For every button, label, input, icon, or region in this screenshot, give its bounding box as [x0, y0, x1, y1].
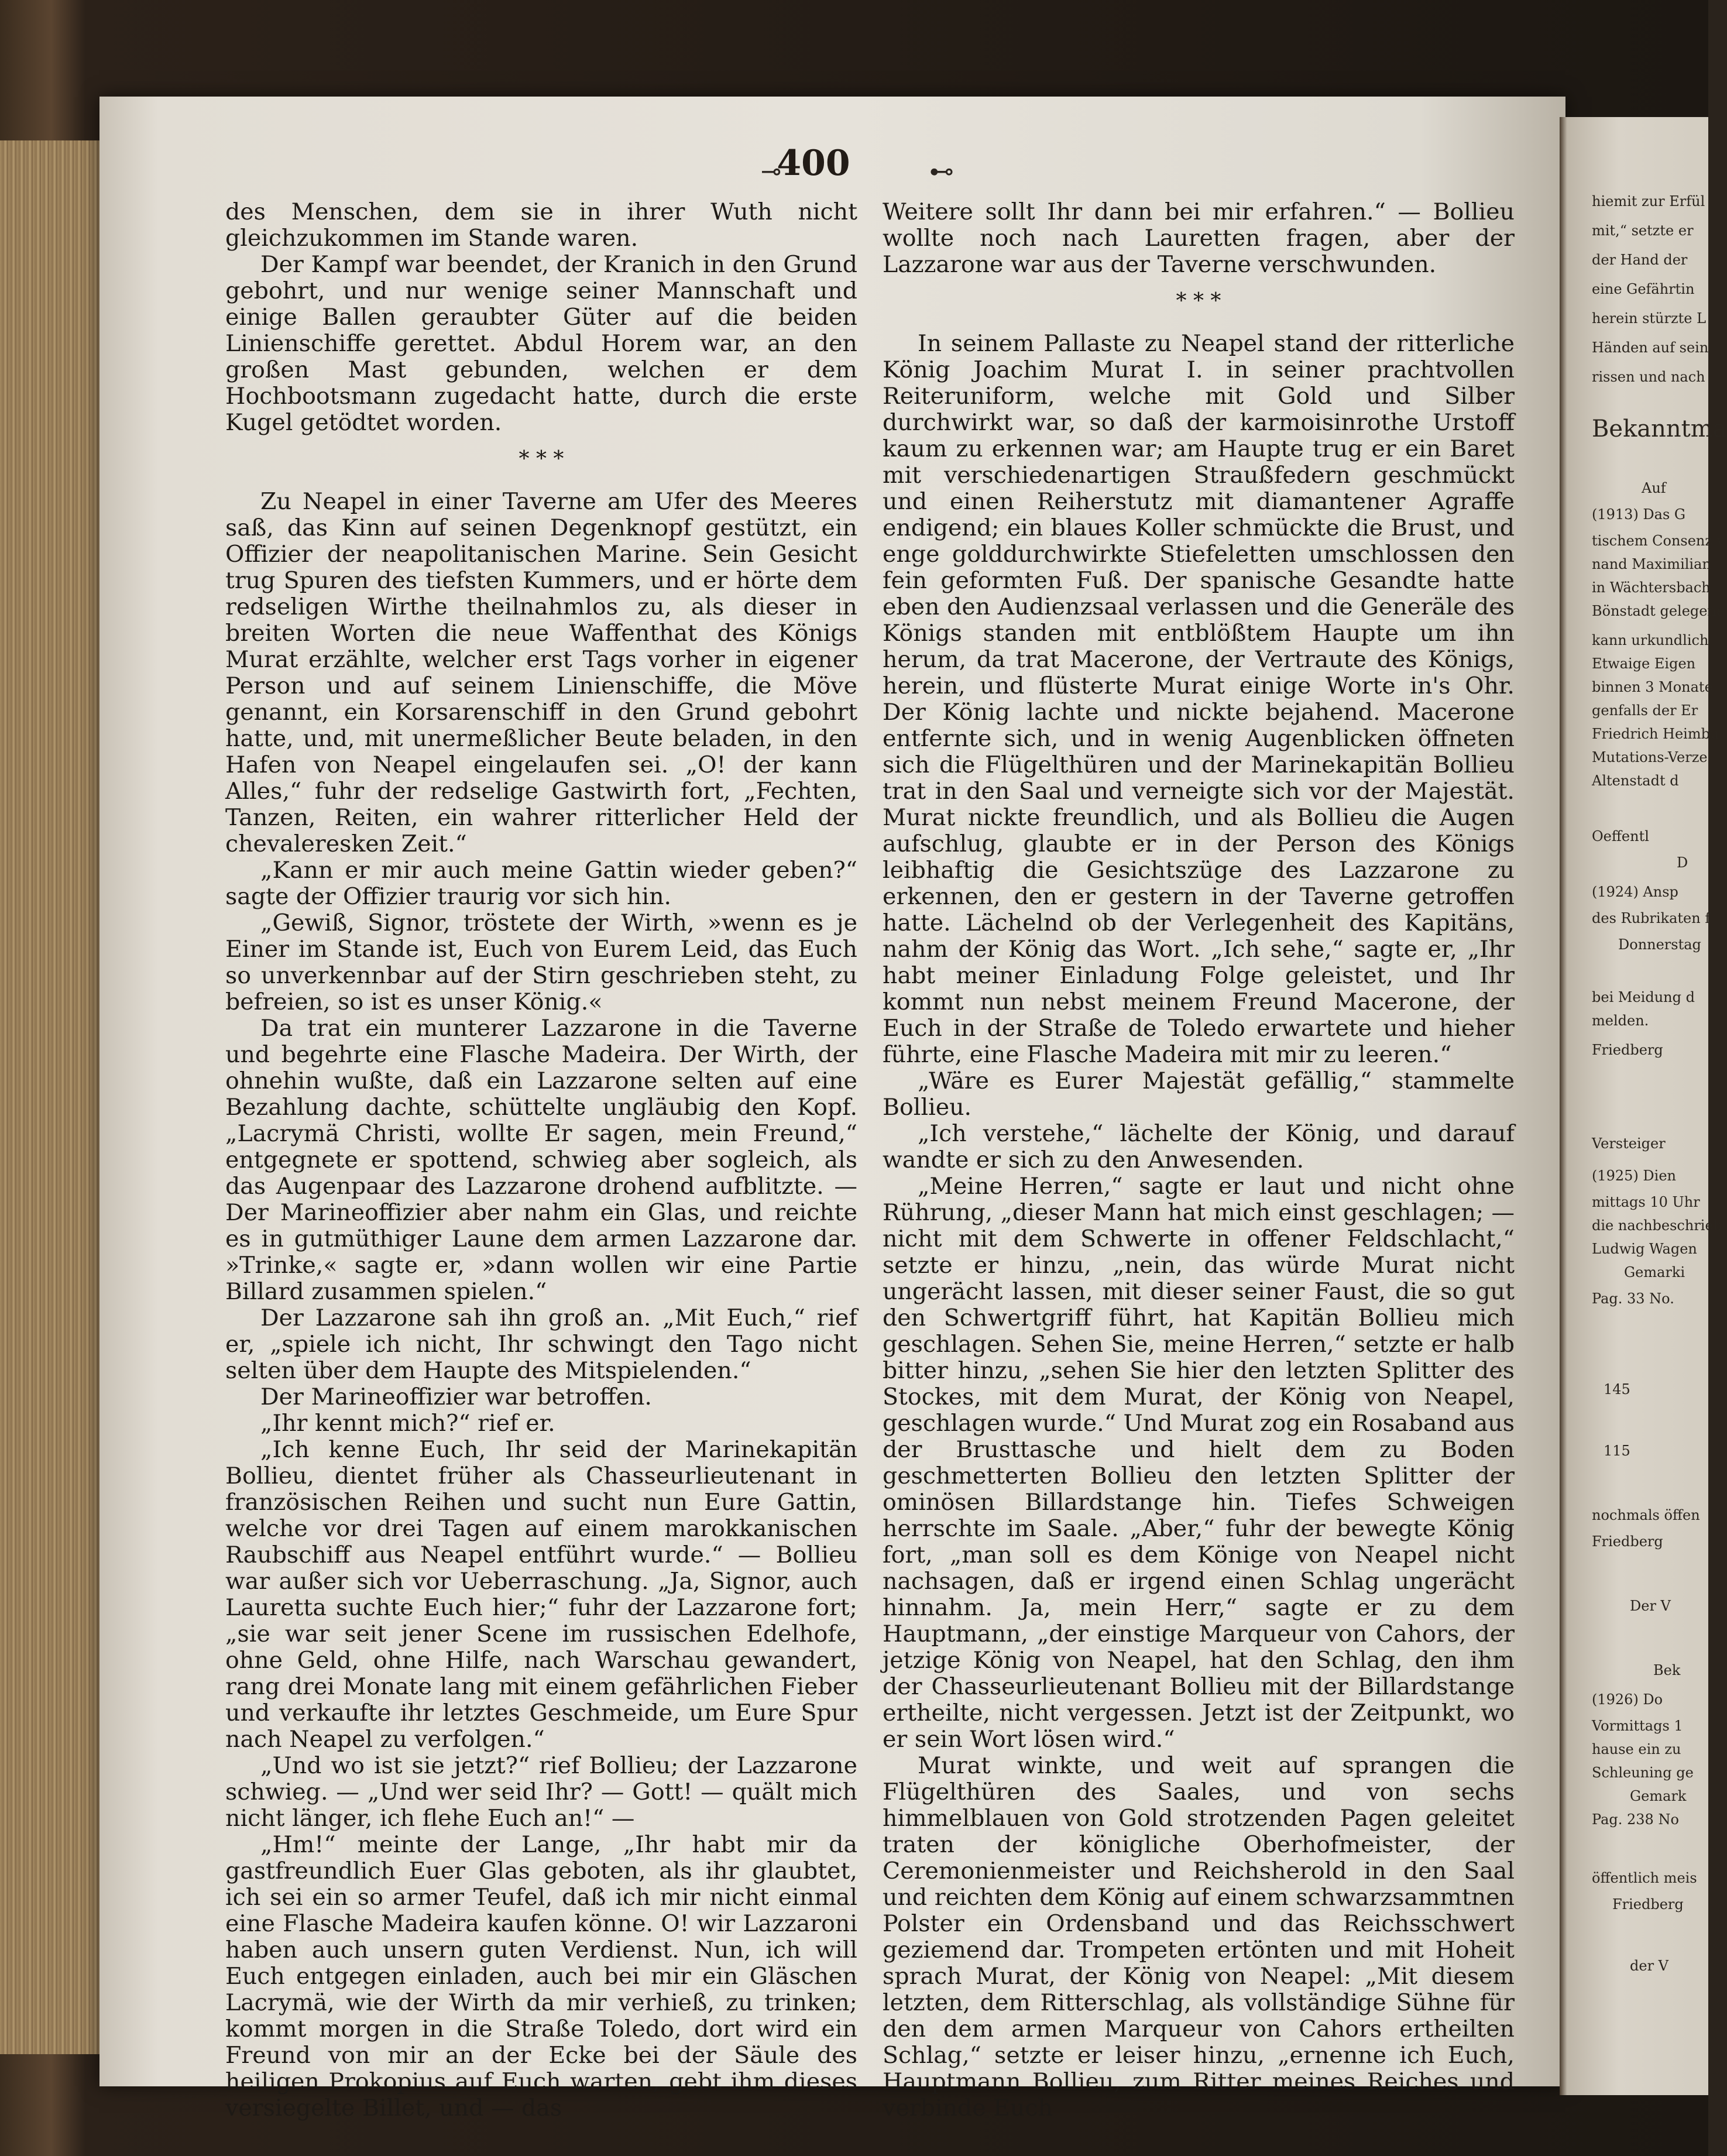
fragment: melden.	[1592, 1012, 1649, 1029]
fragment: kann urkundlich	[1592, 632, 1709, 648]
paragraph: „Und wo ist sie jetzt?“ rief Bollieu; der Lazzarone schwieg. — „Und wer seid Ihr? — Gott! — quält mich nicht länger, ich flehe Euch an!“ —	[225, 1752, 857, 1832]
left-column	[225, 199, 857, 2121]
section-break: * * *	[1176, 289, 1221, 313]
fragment: der V	[1630, 1958, 1668, 1974]
fragment: Händen auf sein	[1592, 339, 1709, 356]
paragraph: „Ihr kennt mich?“ rief er.	[260, 1410, 555, 1437]
paragraph: „Wäre es Eurer Majestät gefällig,“ stammelte Bollieu.	[883, 1067, 1515, 1121]
ornament-left-icon: ⊸	[761, 157, 782, 186]
fragment: (1913) Das G	[1592, 506, 1686, 523]
fragment: Schleuning ge	[1592, 1764, 1694, 1781]
fragment: Oeffentl	[1592, 828, 1649, 844]
fragment: Friedberg	[1592, 1533, 1663, 1550]
section-break: * * *	[519, 447, 564, 471]
fragment: hause ein zu	[1592, 1741, 1681, 1757]
fragment: 145	[1604, 1381, 1630, 1398]
fragment: eine Gefährtin	[1592, 281, 1695, 297]
fragment: (1925) Dien	[1592, 1168, 1677, 1184]
fragment: Gemark	[1630, 1788, 1687, 1804]
paragraph: „Meine Herren,“ sagte er laut und nicht ohne Rührung, „dieser Mann hat mich einst geschlagen; — nicht mit dem Schwerte in offener Feldschlacht,“ setzte er hinzu, „nein, das würde Murat nicht ungerächt lassen, mit dieser seiner Faust, die so gut den Schwertgriff führt, hat Kapitän Bollieu mich geschlagen. Sehen Sie, meine Herren,“ setzte er halb bitter hinzu, „sehen Sie hier den letzten Splitter des Stockes, mit dem Murat, der König von Neapel, geschlagen wurde.“ Und Murat zog ein Rosaband aus der Brusttasche und hielt dem zu Boden geschmetterten Bollieu den letzten Splitter der ominösen Billardstange hin. Tiefes Schweigen herrschte im Saale. „Aber,“ fuhr der bewegte König fort, „man soll es dem Könige von Neapel nicht nachsagen, daß er irgend einen Schlag ungerächt hinnahm. Ja, mein Herr,“ sagte er zu dem Hauptmann, „der einstige Marqueur von Cahors, der jetzige König von Neapel, hat den Schlag, den ihm der Chasseurlieutenant Bollieu mit der Billardstange ertheilte, nicht vergessen. Jetzt ist der Zeitpunkt, wo er sein Wort lösen wird.“	[883, 1173, 1515, 1753]
paragraph: Murat winkte, und weit auf sprangen die Flügelthüren des Saales, und von sechs himmelblauen von Gold strotzenden Pagen geleitet traten der königliche Oberhofmeister, der Ceremonienmeister und Reichsherold in den Saal und reichten dem König auf einem schwarzsammtnen Polster ein Ordensband und das Reichsschwert geziemend dar. Trompeten ertönten und mit Hoheit sprach Murat, der König von Neapel: „Mit diesem letzten, dem Ritterschlag, als vollständige Sühne für den dem armen Marqueur von Cahors ertheilten Schlag,“ setzte er leiser hinzu, „ernenne ich Euch, Hauptmann Bollieu, zum Ritter meines Reiches und verbinde Euch	[883, 1752, 1515, 2121]
right-column	[883, 199, 1515, 2121]
fragment: (1926) Do	[1592, 1691, 1663, 1708]
fragment: Bek	[1653, 1662, 1681, 1678]
paragraph: „Ich kenne Euch, Ihr seid der Marinekapitän Bollieu, dientet früher als Chasseurlieutenant in französischen Reihen und sucht nun Eure Gattin, welche vor drei Tagen auf einem marokkanischen Raubschiff aus Neapel entführt wurde.“ — Bollieu war außer sich vor Ueberraschung. „Ja, Signor, auch Lauretta suchte Euch hier;“ fuhr der Lazzarone fort; „sie war seit jener Scene im russischen Edelhofe, ohne Geld, ohne Hilfe, nach Warschau gewandert, rang drei Monate lang mit einem gefährlichen Fieber und verkaufte ihr letztes Geschmeide, um Eure Spur nach Neapel zu verfolgen.“	[225, 1436, 857, 1753]
paragraph: Der Kampf war beendet, der Kranich in den Grund gebohrt, und nur wenige seiner Mannschaft und einige Ballen geraubter Güter auf die beiden Linienschiffe gerettet. Abdul Horem war, an den großen Mast gebunden, welchen er dem Hochbootsmann zugedacht hatte, durch die erste Kugel getödtet worden.	[225, 251, 857, 436]
paragraph: In seinem Pallaste zu Neapel stand der ritterliche König Joachim Murat I. in seiner prachtvollen Reiteruniform, welche mit Gold und Silber durchwirkt war, so daß der karmoisinrothe Urstoff kaum zu erkennen war; am Haupte trug er ein Baret mit verschiedenartigen Straußfedern geschmückt und einen Reiherstutz mit diamantener Agraffe endigend; ein blaues Koller schmückte die Brust, und enge golddurchwirkte Stiefeletten umschlossen den fein geformten Fuß. Der spanische Gesandte hatte eben den Audienzsaal verlassen und die Generäle des Königs standen mit entblößtem Haupte um ihn herum, da trat Macerone, der Vertraute des Königs, herein, und flüsterte Murat einige Worte in's Ohr. Der König lachte und nickte bejahend. Macerone entfernte sich, und in wenig Augenblicken öffneten sich die Flügelthüren und der Marinekapitän Bollieu trat in den Saal und verneigte sich vor der Majestät. Murat nickte freundlich, und als Bollieu die Augen aufschlug, glaubte er in der Person des Königs leibhaftig die Gesichtszüge des Lazzarone zu erkennen, den er gestern in der Taverne getroffen hatte. Lächelnd ob der Verlegenheit des Kapitäns, nahm der König das Wort. „Ich sehe,“ sagte er, „Ihr habt meiner Einladung Folge geleistet, und Ihr kommt nun nebst meinem Freund Macerone, der Euch in der Straße de Toledo erwartete und hieher führte, eine Flasche Madeira mit mir zu leeren.“	[883, 330, 1515, 1068]
fragment: bei Meidung d	[1592, 989, 1695, 1005]
paragraph: Weitere sollt Ihr dann bei mir erfahren.“ — Bollieu wollte noch nach Lauretten fragen, aber der Lazzarone war aus der Taverne verschwunden.	[883, 198, 1515, 278]
fragment: Friedrich Heimbu	[1592, 726, 1719, 742]
fragment: Bönstadt gelegene	[1592, 603, 1725, 619]
fragment: Gemarki	[1624, 1264, 1685, 1280]
fragment: Pag. 33 No.	[1592, 1290, 1674, 1307]
fragment: (1924) Ansp	[1592, 884, 1678, 900]
fragment: in Wächtersbach	[1592, 579, 1711, 596]
fragment: mit,“ setzte er	[1592, 222, 1694, 239]
fragment: öffentlich meis	[1592, 1870, 1697, 1886]
fragment: genfalls der Er	[1592, 702, 1698, 719]
paragraph: Der Marineoffizier war betroffen.	[260, 1383, 652, 1410]
fragment: Friedberg	[1592, 1042, 1663, 1058]
fragment-heading: Bekanntma	[1592, 416, 1727, 442]
fragment: Etwaige Eigen	[1592, 655, 1696, 672]
ornament-right-icon: ⊷	[929, 157, 954, 186]
fragment: Mutations-Verze	[1592, 749, 1708, 765]
fragment: Donnerstag	[1618, 936, 1701, 953]
fragment: Altenstadt d	[1592, 773, 1679, 789]
fragment: Vormittags 1	[1592, 1718, 1683, 1734]
paragraph: „Kann er mir auch meine Gattin wieder geben?“ sagte der Offizier traurig vor sich hin.	[225, 857, 857, 910]
fragment: binnen 3 Monate	[1592, 679, 1713, 695]
fragment: Versteiger	[1592, 1135, 1666, 1152]
fragment: mittags 10 Uhr	[1592, 1194, 1700, 1210]
page-number: 400	[777, 143, 850, 184]
page-edges	[0, 140, 102, 2054]
paragraph: Der Lazzarone sah ihn groß an. „Mit Euch,“ rief er, „spiele ich nicht, Ihr schwingt den Tago nicht selten über dem Haupte des Mitspielenden.“	[225, 1304, 857, 1384]
fragment: Ludwig Wagen	[1592, 1241, 1697, 1257]
fragment: Pag. 238 No	[1592, 1811, 1679, 1828]
fragment: Der V	[1630, 1598, 1671, 1614]
fragment: 115	[1604, 1443, 1630, 1459]
fragment: Auf	[1642, 480, 1666, 496]
paragraph: „Gewiß, Signor, tröstete der Wirth, »wenn es je Einer im Stande ist, Euch von Eurem Leid, das Euch so unverkennbar auf der Stirn geschrieben steht, zu befreien, so ist es unser König.«	[225, 909, 857, 1015]
fragment: Friedberg	[1612, 1896, 1684, 1913]
paragraph: „Ich verstehe,“ lächelte der König, und darauf wandte er sich zu den Anwesenden.	[883, 1120, 1515, 1173]
paragraph: Zu Neapel in einer Taverne am Ufer des Meeres saß, das Kinn auf seinen Degenknopf gestützt, ein Offizier der neapolitanischen Marine. Sein Gesicht trug Spuren des tiefsten Kummers, und er hörte dem redseligen Wirthe theilnahmlos zu, als dieser in breiten Worten die neue Waffenthat des Königs Murat erzählte, welcher erst Tags vorher in eigener Person und auf seinem Linienschiffe, die Möve genannt, ein Korsarenschiff in den Grund gebohrt hatte, und, mit unermeßlicher Beute beladen, in den Hafen von Neapel eingelaufen sei. „O! der kann Alles,“ fuhr der redselige Gastwirth fort, „Fechten, Tanzen, Reiten, ein wahrer ritterlicher Held der chevaleresken Zeit.“	[225, 488, 857, 857]
next-page-fragment	[1560, 117, 1727, 2095]
fragment: D	[1677, 854, 1688, 871]
paragraph: des Menschen, dem sie in ihrer Wuth nicht gleichzukommen im Stande waren.	[225, 198, 857, 252]
fragment: nochmals öffen	[1592, 1507, 1700, 1523]
paragraph: „Hm!“ meinte der Lange, „Ihr habt mir da gastfreundlich Euer Glas geboten, als ihr glaubtet, ich sei ein so armer Teufel, daß ich mir nicht einmal eine Flasche Madeira kaufen könne. O! wir Lazzaroni haben auch unsern guten Verdienst. Nun, ich will Euch entgegen einladen, auch bei mir ein Gläschen Lacrymä, wie der Wirth da mir verhieß, zu trinken; kommt morgen in die Straße Toledo, dort wird ein Freund von mir an der Ecke bei der Säule des heiligen Prokopius auf Euch warten, gebt ihm dieses versiegelte Billet, und — das	[225, 1831, 857, 2121]
fragment: rissen und nach	[1592, 369, 1705, 385]
fragment: die nachbeschrieb	[1592, 1217, 1723, 1234]
fragment: tischem Consenz v	[1592, 533, 1725, 549]
fragment: herein stürzte L	[1592, 310, 1707, 327]
paragraph: Da trat ein munterer Lazzarone in die Taverne und begehrte eine Flasche Madeira. Der Wirth, der ohnehin wußte, daß ein Lazzarone selten auf eine Bezahlung dachte, schüttelte ungläubig den Kopf. „Lacrymä Christi, wollte Er sagen, mein Freund,“ entgegnete er spottend, schwieg aber sogleich, als das Augenpaar des Lazzarone drohend aufblitzte. — Der Marineoffizier aber nahm ein Glas, und reichte es in gutmüthiger Laune dem armen Lazzarone dar. »Trinke,« sagte er, »dann wollen wir eine Partie Billard zusammen spielen.“	[225, 1015, 857, 1305]
fragment: nand Maximilian	[1592, 556, 1711, 572]
fragment: der Hand der	[1592, 252, 1688, 268]
fragment: hiemit zur Erfül	[1592, 193, 1705, 210]
fragment: des Rubrikaten f	[1592, 910, 1711, 926]
